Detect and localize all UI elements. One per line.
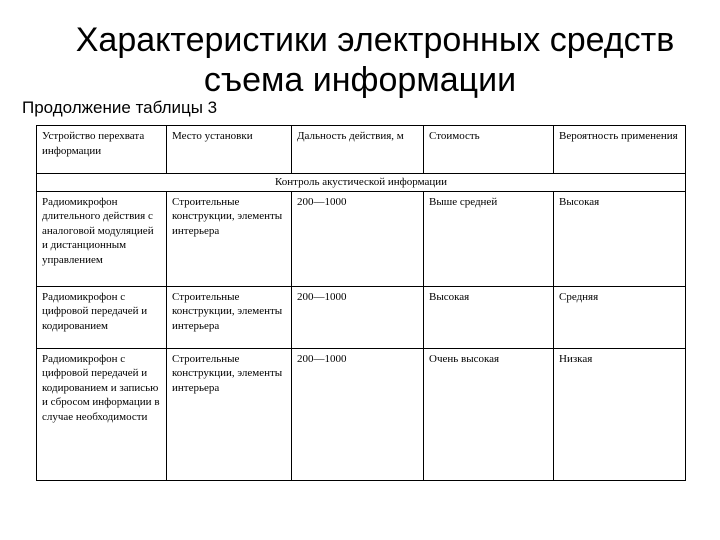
cell-location: Строительные конструкции, элементы интерьера	[167, 286, 292, 348]
cell-device: Радиомикрофон с цифровой передачей и кодированием и записью и сбросом информации в случае необходимости	[37, 348, 167, 480]
table-row	[37, 191, 686, 286]
cell-probability: Средняя	[554, 286, 686, 348]
table-row	[37, 286, 686, 348]
cell-location: Строительные конструкции, элементы интерьера	[167, 191, 292, 286]
header-location: Место установки	[167, 126, 292, 174]
cell-cost: Выше средней	[424, 191, 554, 286]
cell-range: 200—1000	[292, 286, 424, 348]
cell-probability: Низкая	[554, 348, 686, 480]
page-title-line1: Характеристики электронных средств	[75, 21, 675, 59]
header-probability: Вероятность применения	[554, 126, 686, 174]
header-range: Дальность действия, м	[292, 126, 424, 174]
page-title-line2: съема информации	[203, 61, 517, 99]
cell-cost: Очень высокая	[424, 348, 554, 480]
table-header-row	[37, 126, 686, 174]
cell-probability: Высокая	[554, 191, 686, 286]
cell-device: Радиомикрофон с цифровой передачей и кодированием	[37, 286, 167, 348]
section-title: Контроль акустической информации	[37, 174, 686, 192]
table-caption: Продолжение таблицы 3	[22, 98, 218, 117]
cell-range: 200—1000	[292, 191, 424, 286]
table-section-row	[37, 174, 686, 192]
header-device: Устройство перехвата информации	[37, 126, 167, 174]
characteristics-table	[36, 125, 686, 481]
table-row	[37, 348, 686, 480]
page-title	[0, 20, 720, 100]
cell-location: Строительные конструкции, элементы интерьера	[167, 348, 292, 480]
header-cost: Стоимость	[424, 126, 554, 174]
cell-cost: Высокая	[424, 286, 554, 348]
cell-range: 200—1000	[292, 348, 424, 480]
cell-device: Радиомикрофон длительного действия с аналоговой модуляцией и дистанционным управлением	[37, 191, 167, 286]
